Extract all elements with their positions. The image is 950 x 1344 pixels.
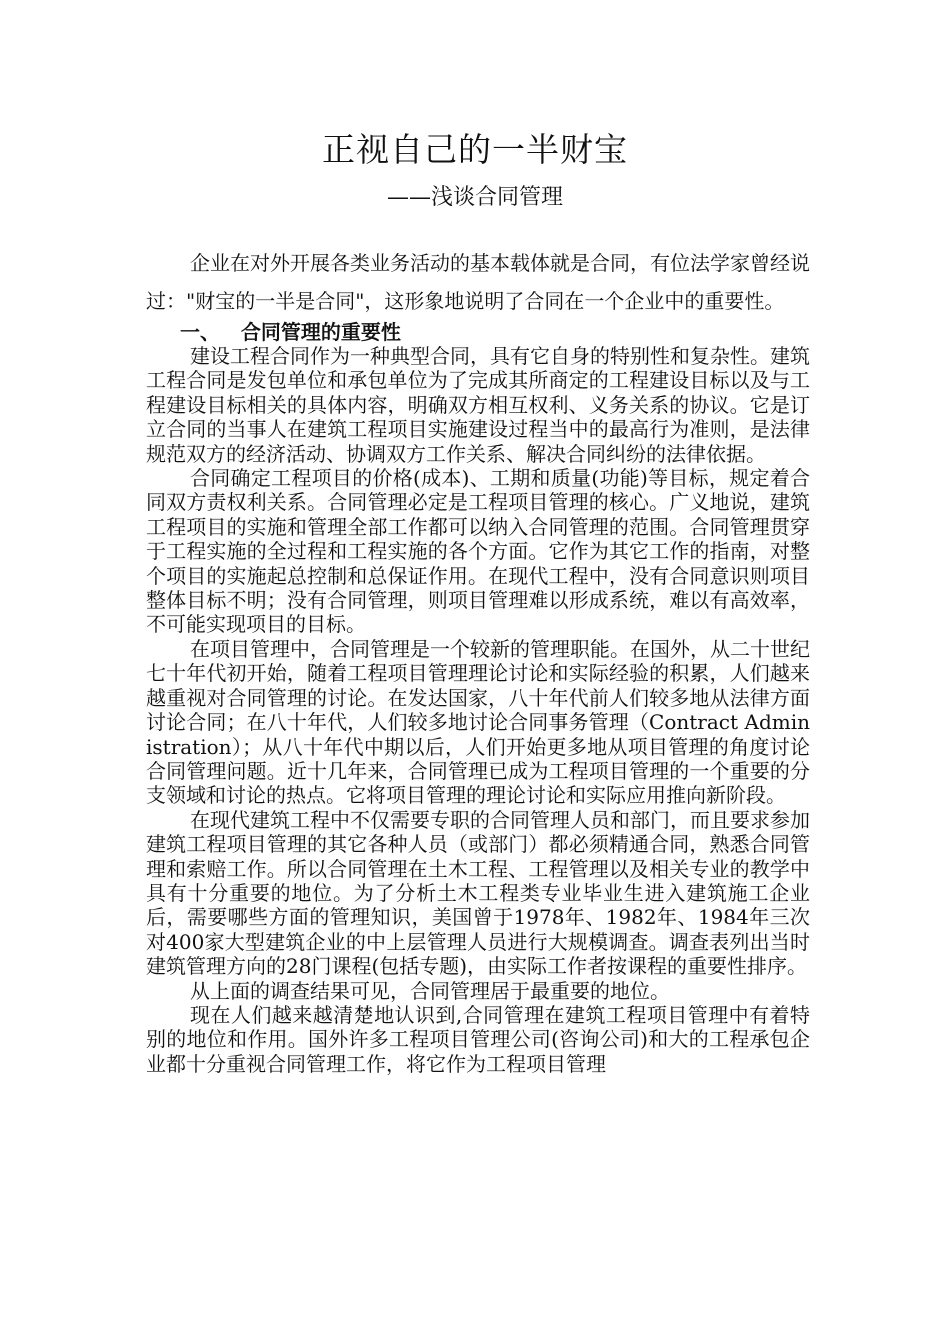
document-subtitle: ——浅谈合同管理 — [386, 185, 563, 210]
body-paragraph: 合同确定工程项目的价格(成本)、工期和质量(功能)等目标，规定着合同双方责权利关系。合同管理必定是工程项目管理的核心。广义地说，建筑工程项目的实施和管理全部工作都可以纳入合同管理的范围。合同管理贯穿于工程实施的全过程和工程实施的各个方面。它作为其它工作的指南，对整个项目的实施起总控制和总保证作用。在现代工程中，没有合同意识则项目整体目标不明；没有合同管理，则项目管理难以形成系统，难以有高效率，不可能实现项目的目标。 — [146, 466, 810, 637]
intro-paragraph: 企业在对外开展各类业务活动的基本载体就是合同，有位法学家曾经说过："财宝的一半是合同"，这形象地说明了合同在一个企业中的重要性。 — [146, 251, 810, 313]
document-body — [146, 244, 810, 1076]
body-paragraph: 在项目管理中，合同管理是一个较新的管理职能。在国外，从二十世纪七十年代初开始，随着工程项目管理理论讨论和实际经验的积累，人们越来越重视对合同管理的讨论。在发达国家，八十年代前人们较多地从法律方面讨论合同；在八十年代，人们较多地讨论合同事务管理（Contract Administration）；从八十年代中期以后，人们开始更多地从项目管理的角度讨论合同管理问题。近十几年来，合同管理已成为工程项目管理的一个重要的分支领域和讨论的热点。它将项目管理的理论讨论和实际应用推向新阶段。 — [146, 636, 810, 808]
document-title: 正视自己的一半财宝 — [322, 130, 628, 169]
body-paragraph: 从上面的调查结果可见，合同管理居于最重要的地位。 — [190, 978, 670, 1003]
section-heading: 一、 合同管理的重要性 — [180, 320, 401, 344]
body-paragraph: 在现代建筑工程中不仅需要专职的合同管理人员和部门，而且要求参加建筑工程项目管理的其它各种人员（或部门）都必须精通合同，熟悉合同管理和索赔工作。所以合同管理在土木工程、工程管理以及相关专业的教学中具有十分重要的地位。为了分析土木工程类专业毕业生进入建筑施工企业后，需要哪些方面的管理知识，美国曾于1978年、1982年、1984年三次对400家大型建筑企业的中上层管理人员进行大规模调查。调查表列出当时建筑管理方向的28门课程(包括专题)，由实际工作者按课程的重要性排序。 — [146, 807, 810, 979]
body-paragraph: 现在人们越来越清楚地认识到,合同管理在建筑工程项目管理中有着特别的地位和作用。国外许多工程项目管理公司(咨询公司)和大的工程承包企业都十分重视合同管理工作，将它作为工程项目管理 — [146, 1002, 810, 1076]
body-paragraph: 建设工程合同作为一种典型合同，具有它自身的特别性和复杂性。建筑工程合同是发包单位和承包单位为了完成其所商定的工程建设目标以及与工程建设目标相关的具体内容，明确双方相互权利、义务关系的协议。它是订立合同的当事人在建筑工程项目实施建设过程当中的最高行为准则，是法律规范双方的经济活动、协调双方工作关系、解决合同纠纷的法律依据。 — [146, 344, 810, 466]
